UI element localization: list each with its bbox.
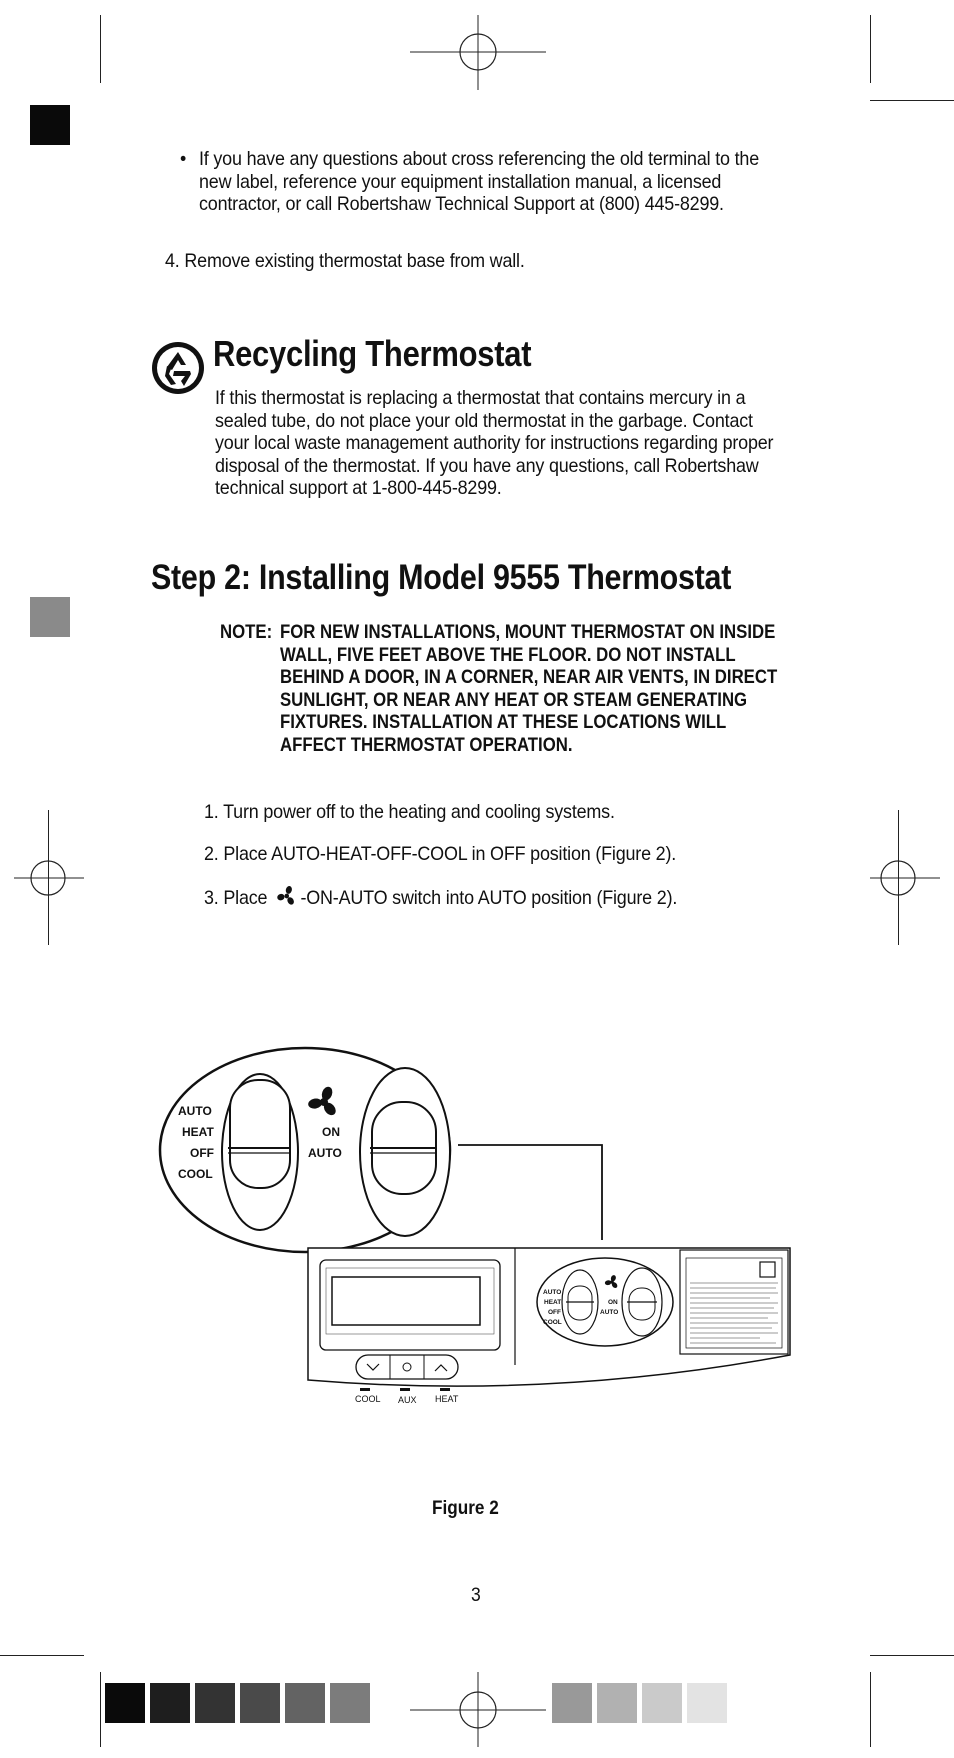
recycle-icon [150, 340, 206, 396]
registration-mark-bottom [410, 1672, 546, 1747]
bullet-text: If you have any questions about cross referencing the old terminal to the new label, reference your equipment installation manual, a licensed contractor, or call Robertshaw Technical Support at (800) 445-8299. [199, 148, 759, 215]
thermostat-body [308, 1248, 790, 1405]
mode-label-off: OFF [190, 1146, 214, 1160]
small-fan-on: ON [608, 1299, 618, 1306]
fan-label-on: ON [322, 1125, 340, 1139]
note-text: FOR NEW INSTALLATIONS, MOUNT THERMOSTAT ON INSIDE WALL, FIVE FEET ABOVE THE FLOOR. DO NOT INSTALL BEHIND A DOOR, IN A CORNER, NEAR AIR VENTS, IN DIRECT SUNLIGHT, OR NEAR ANY HEAT OR STEAM GENERATING FIXTURES. INSTALLATION AT THESE LOCATIONS WILL AFFECT THERMOSTAT OPERATION. [280, 621, 778, 756]
mode-label-cool: COOL [178, 1167, 213, 1181]
indicator-aux: AUX [398, 1395, 417, 1405]
small-mode-heat: HEAT [544, 1299, 562, 1306]
small-mode-cool: COOL [543, 1319, 562, 1326]
registration-mark-right [870, 856, 940, 900]
step-1: 1. Turn power off to the heating and cooling systems. [204, 801, 615, 823]
side-tab-black [30, 105, 70, 145]
recycling-title: Recycling Thermostat [213, 333, 532, 374]
swatch [642, 1683, 682, 1723]
fan-label-auto: AUTO [308, 1146, 342, 1160]
mode-switch-zoom [222, 1074, 298, 1230]
mode-label-auto: AUTO [178, 1104, 212, 1118]
swatch [552, 1683, 592, 1723]
swatch [240, 1683, 280, 1723]
swatch [330, 1683, 370, 1723]
fan-icon [277, 885, 297, 907]
registration-mark-left [14, 856, 84, 900]
step2-title: Step 2: Installing Model 9555 Thermostat [151, 558, 732, 597]
swatch [150, 1683, 190, 1723]
thermostat-figure [150, 1040, 800, 1440]
step-3-prefix: 3. Place [204, 887, 268, 909]
note-label: NOTE: [220, 621, 273, 643]
swatch [285, 1683, 325, 1723]
fan-switch-zoom [360, 1068, 450, 1236]
swatch [687, 1683, 727, 1723]
step-2: 2. Place AUTO-HEAT-OFF-COOL in OFF position (Figure 2). [204, 843, 677, 865]
registration-mark-top [410, 15, 546, 90]
page-number: 3 [471, 1584, 481, 1606]
mode-label-heat: HEAT [182, 1125, 214, 1139]
swatch [597, 1683, 637, 1723]
step-3 [204, 885, 677, 910]
indicator-heat: HEAT [435, 1394, 459, 1404]
step-4: 4. Remove existing thermostat base from wall. [165, 250, 525, 272]
indicator-cool: COOL [355, 1394, 381, 1404]
step-3-suffix: -ON-AUTO switch into AUTO position (Figure 2). [300, 887, 678, 909]
small-mode-off: OFF [548, 1309, 561, 1316]
side-tab-gray [30, 597, 70, 637]
swatch [105, 1683, 145, 1723]
bullet-marker: • [180, 148, 187, 170]
small-fan-auto: AUTO [600, 1309, 619, 1316]
figure-caption: Figure 2 [432, 1497, 499, 1519]
swatch [195, 1683, 235, 1723]
small-mode-auto: AUTO [543, 1289, 562, 1296]
recycling-paragraph: If this thermostat is replacing a thermostat that contains mercury in a sealed tube, do not place your old thermostat in the garbage. Contact your local waste management authority for instructions regarding proper disposal of the thermostat. If you have any questions, call Robertshaw technical support at 1-800-445-8299. [215, 387, 774, 499]
